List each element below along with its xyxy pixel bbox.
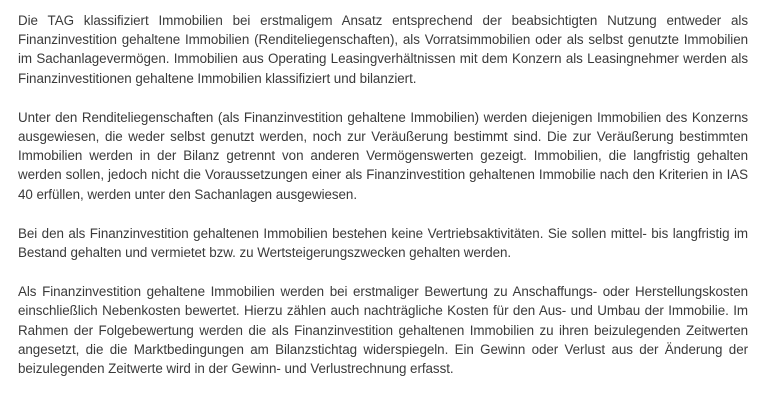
paragraph-valuation: Als Finanzinvestition gehaltene Immobilien werden bei erstmaliger Bewertung zu Anschaffungs- oder Herstellungskosten einschließlich Nebenkosten bewertet. Hierzu zählen auch nachträgliche Kosten für den Aus- und Umbau der Immobilie. Im Rahmen der Folgebewertung werden die als Finanzinvestition gehaltenen Immobilien zu ihren beizulegenden Zeitwerten angesetzt, die die Marktbedingungen am Bilanzstichtag widerspiegeln. Ein Gewinn oder Verlust aus der Änderung der beizulegenden Zeitwerte wird in der Gewinn- und Verlustrechnung erfasst. [18, 284, 748, 377]
paragraph-investment-property: Unter den Renditeliegenschaften (als Finanzinvestition gehaltene Immobilien) werden diejenigen Immobilien des Konzerns ausgewiesen, die weder selbst genutzt werden, noch zur Veräußerung bestimmt sind. Die zur Veräußerung bestimmten Immobilien werden in der Bilanz getrennt von anderen Vermögenswerten gezeigt. Immobilien, die langfristig gehalten werden sollen, jedoch nicht die Voraussetzungen einer als Finanzinvestition gehaltenen Immobilie nach den Kriterien in IAS 40 erfüllen, werden unter den Sachanlagen ausgewiesen. [18, 109, 748, 202]
paragraph-classification: Die TAG klassifiziert Immobilien bei erstmaligem Ansatz entsprechend der beabsichtigten Nutzung entweder als Finanzinvestition gehaltene Immobilien (Renditeliegenschaften), als Vorratsimmobilien oder als selbst genutzte Immobilien im Sachanlagevermögen. Immobilien aus Operating Leasingverhältnissen mit dem Konzern als Leasingnehmer werden als Finanzinvestitionen gehaltene Immobilien klassifiziert und bilanziert. [18, 13, 748, 86]
paragraph-sales-activities: Bei den als Finanzinvestition gehaltenen Immobilien bestehen keine Vertriebsaktivitäten. Sie sollen mittel- bis langfristig im Bestand gehalten und vermietet bzw. zu Wertsteigerungszwecken gehalten werden. [18, 225, 748, 261]
document-body [18, 11, 748, 378]
